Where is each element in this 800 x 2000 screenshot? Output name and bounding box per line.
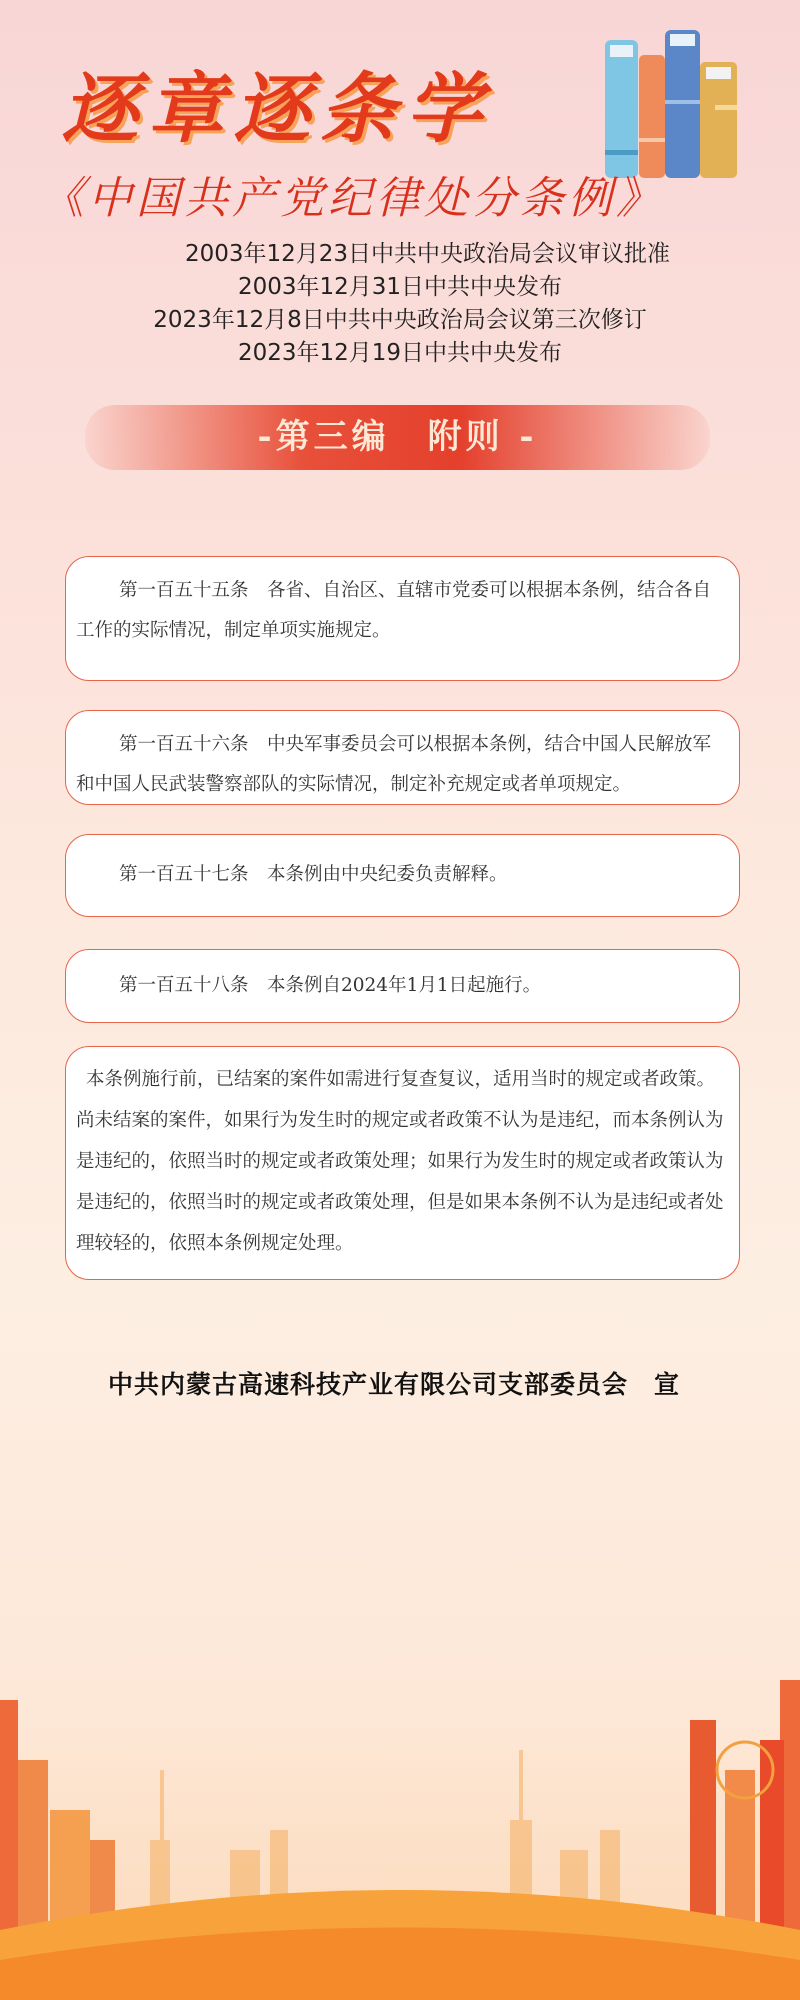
page-title: 逐章逐条学: [62, 64, 492, 153]
date-line: 2023年12月19日中共中央发布: [237, 340, 563, 366]
article-156: 第一百五十六条 中央军事委员会可以根据本条例，结合中国人民解放军和中国人民武装警察部队的实际情况，制定补充规定或者单项规定。: [65, 710, 740, 805]
books-illustration: [600, 20, 750, 180]
article-157: 第一百五十七条 本条例由中央纪委负责解释。: [65, 834, 740, 917]
dates-block: [0, 238, 800, 370]
date-line: 2003年12月23日中共中央政治局会议审议批准: [184, 241, 671, 267]
article-155: 第一百五十五条 各省、自治区、直辖市党委可以根据本条例，结合各自工作的实际情况，制定单项实施规定。: [65, 556, 740, 681]
date-line: 2003年12月31日中共中央发布: [237, 274, 563, 300]
publisher-footer: 中共内蒙古高速科技产业有限公司支部委员会 宣: [108, 1370, 681, 1399]
cityscape-illustration: [0, 1680, 800, 2000]
regulation-title: 《中国共产党纪律处分条例》: [40, 173, 664, 224]
transition-provision: 本条例施行前，已结案的案件如需进行复查复议，适用当时的规定或者政策。尚未结案的案件，如果行为发生时的规定或者政策不认为是违纪，而本条例认为是违纪的，依照当时的规定或者政策处理；如果行为发生时的规定或者政策认为是违纪的，依照当时的规定或者政策处理，但是如果本条例不认为是违纪或者处理较轻的，依照本条例规定处理。: [65, 1046, 740, 1280]
article-158: 第一百五十八条 本条例自2024年1月1日起施行。: [65, 949, 740, 1023]
section-banner: -第三编 附则 -: [85, 405, 710, 470]
date-line: 2023年12月8日中共中央政治局会议第三次修订: [153, 307, 647, 333]
